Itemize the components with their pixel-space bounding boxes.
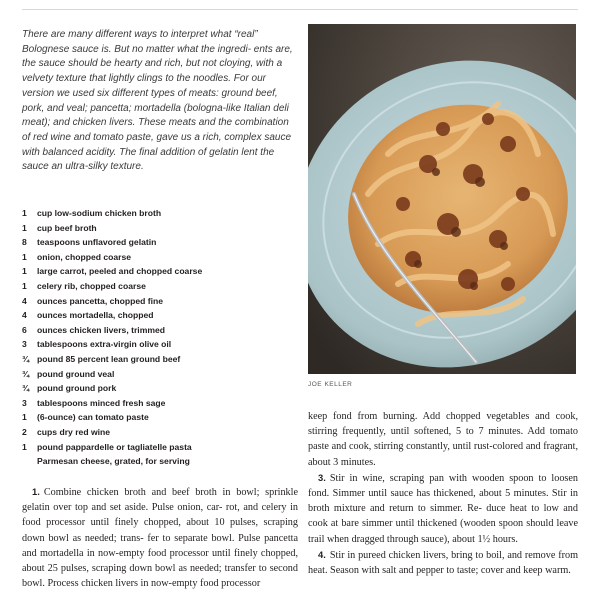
ingredient-row xyxy=(22,425,302,440)
ingredient-row xyxy=(22,235,302,250)
ingredient-name: ounces pancetta, chopped fine xyxy=(37,295,164,306)
ingredient-qty: ¾ xyxy=(22,353,30,364)
ingredient-row xyxy=(22,410,302,425)
step-number: 1. xyxy=(32,486,40,497)
ingredient-row xyxy=(22,206,302,221)
ingredient-name: cups dry red wine xyxy=(37,426,111,437)
ingredient-name: pound ground pork xyxy=(37,383,117,394)
ingredient-qty: 4 xyxy=(22,295,27,306)
ingredient-name: onion, chopped coarse xyxy=(37,251,132,262)
ingredient-name: pound 85 percent lean ground beef xyxy=(37,353,181,364)
ingredient-qty: 1 xyxy=(22,266,27,277)
step-2-continued: keep fond from burning. Add chopped vegetables and cook, stirring frequently, until softened, 5 to 7 minutes. Add tomato paste and cook, stirring constantly, until rust-colored and fragrant, about 3 minutes. xyxy=(308,411,578,468)
ingredient-row xyxy=(22,221,302,236)
ingredient-row xyxy=(22,367,302,382)
steps-left-column xyxy=(22,484,298,591)
ingredient-qty: ¾ xyxy=(22,383,30,394)
ingredient-row xyxy=(22,337,302,352)
ingredient-row xyxy=(22,279,302,294)
ingredient-qty: 3 xyxy=(22,339,27,350)
ingredient-qty: 1 xyxy=(22,441,27,452)
ingredient-qty: 2 xyxy=(22,426,27,437)
ingredient-qty: 8 xyxy=(22,237,27,248)
ingredient-name: ounces mortadella, chopped xyxy=(37,310,154,321)
steps-right-column xyxy=(308,409,578,578)
ingredient-row xyxy=(22,323,302,338)
ingredient-name: pound ground veal xyxy=(37,368,115,379)
intro-paragraph: There are many different ways to interpret what “real” Bolognese sauce is. But no matter what the ingredi- ents are, the sauce should be hearty and rich, but not cloying, with a velvety texture that lightly clings to the noodles. For our version we used six different types of meats: ground beef, pork, and veal; pancetta; mortadella (bologna-like Italian deli meat); and chicken livers. These meats and the combination of red wine and tomato paste, gave us a rich, complex sauce with balanced acidity. The final addition of gelatin lent the sauce an ultra-silky texture. xyxy=(22,29,293,173)
ingredient-row xyxy=(22,381,302,396)
photo-illustration xyxy=(308,24,576,374)
ingredient-qty xyxy=(22,454,37,469)
ingredient-row xyxy=(22,454,302,469)
ingredient-qty: 6 xyxy=(22,324,27,335)
ingredient-name: teaspoons unflavored gelatin xyxy=(37,237,157,248)
ingredient-row xyxy=(22,396,302,411)
ingredient-list xyxy=(22,206,302,469)
ingredient-name: celery rib, chopped coarse xyxy=(37,280,146,291)
ingredient-row xyxy=(22,294,302,309)
ingredient-name: cup low-sodium chicken broth xyxy=(37,208,162,218)
ingredient-qty: 4 xyxy=(22,310,27,321)
step-1 xyxy=(22,484,298,591)
ingredient-qty: 1 xyxy=(22,251,27,262)
ingredient-name: pound pappardelle or tagliatelle pasta xyxy=(37,441,192,452)
ingredient-row xyxy=(22,440,302,455)
ingredient-row xyxy=(22,264,302,279)
photo-credit: JOE KELLER xyxy=(308,381,353,388)
ingredient-row xyxy=(22,250,302,265)
ingredient-name: ounces chicken livers, trimmed xyxy=(37,324,166,335)
ingredient-qty: 1 xyxy=(22,412,27,423)
ingredient-qty: 1 xyxy=(22,222,27,233)
ingredient-name: tablespoons minced fresh sage xyxy=(37,397,166,408)
ingredient-qty: 3 xyxy=(22,397,27,408)
step-number: 4. xyxy=(318,548,326,560)
ingredient-name: tablespoons extra-virgin olive oil xyxy=(37,339,172,350)
ingredient-qty: 1 xyxy=(22,280,27,291)
ingredient-row xyxy=(22,308,302,323)
ingredient-qty: 1 xyxy=(22,208,27,218)
step-text: Stir in wine, scraping pan with wooden spoon to loosen fond. Simmer until sauce has thickened, about 5 minutes. Stir in broth mixture and return to simmer. Re- duce heat to low and cook at bare simmer until thickened (wooden spoon should leave trail when dragged through sauce), about 1½ hours. xyxy=(308,472,578,545)
ingredient-name: Parmesan cheese, grated, for serving xyxy=(37,456,190,467)
ingredient-qty: ¾ xyxy=(22,368,30,379)
ingredient-name: large carrot, peeled and chopped coarse xyxy=(37,266,203,277)
step-4 xyxy=(308,547,578,578)
ingredient-name: (6-ounce) can tomato paste xyxy=(37,412,149,423)
pasta-bolognese-photo xyxy=(308,24,576,374)
ingredient-row xyxy=(22,352,302,367)
step-3 xyxy=(308,470,578,547)
ingredient-name: cup beef broth xyxy=(37,222,97,233)
step-text: Stir in pureed chicken livers, bring to boil, and remove from heat. Season with salt and pepper to taste; cover and keep warm. xyxy=(308,549,578,577)
step-text: Combine chicken broth and beef broth in bowl; sprinkle gelatin over top and set aside. Pulse onion, car- rot, and celery in food processor until finely chopped, about 10 pulses, scraping down bowl as needed; trans- fer to separate bowl. Pulse pancetta and mortadella in now-empty food processor until finely chopped, about 25 pulses, scraping down bowl as needed; transfer to second bowl. Process chicken livers in now-empty food processor xyxy=(22,487,298,590)
step-number: 3. xyxy=(318,471,326,483)
top-rule xyxy=(22,9,578,10)
